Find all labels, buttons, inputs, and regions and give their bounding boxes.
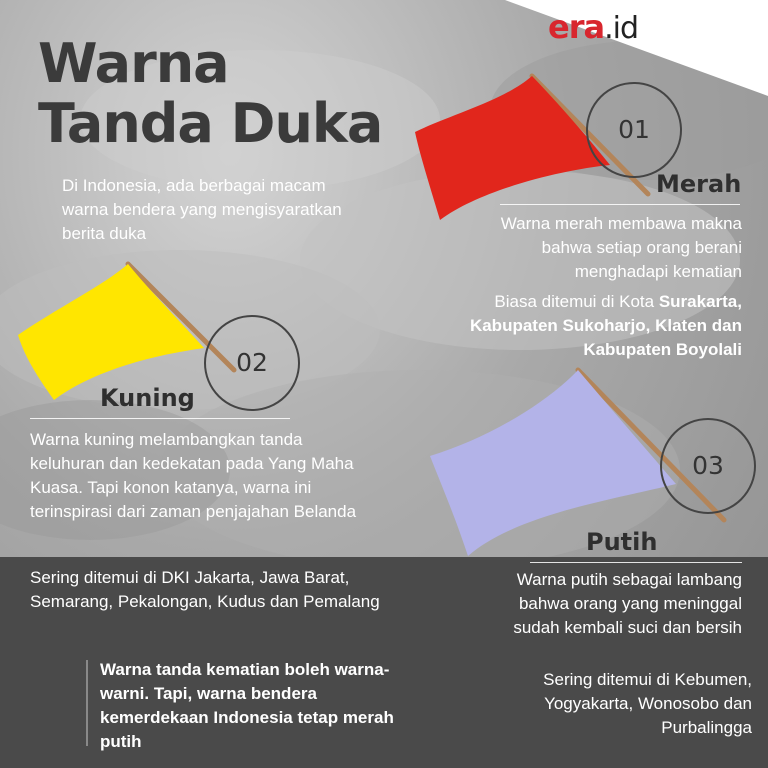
flag-name-putih: Putih xyxy=(586,528,658,556)
note-accent-line xyxy=(86,660,88,746)
location-merah-prefix: Biasa ditemui di Kota xyxy=(494,292,659,311)
intro-text: Di Indonesia, ada berbagai macam warna bendera yang mengisyaratkan berita duka xyxy=(62,176,342,243)
location-putih: Sering ditemui di Kebumen, Yogyakarta, Wonosobo dan Purbalingga xyxy=(543,670,752,737)
title-line-1: Warna xyxy=(38,32,229,95)
title-line-2: Tanda Duka xyxy=(38,92,383,155)
number-03: 03 xyxy=(692,451,724,480)
red-flag-cloth xyxy=(415,76,610,220)
flag-name-merah: Merah xyxy=(656,170,742,198)
location-merah-bold: Surakarta, Kabupaten Sukoharjo, Klaten dan Kabupaten Boyolali xyxy=(469,292,742,359)
description-kuning: Warna kuning melambangkan tanda keluhuran dan kedekatan pada Yang Maha Kuasa. Tapi konon katanya, warna ini terinspirasi dari zaman penjajahan Belanda xyxy=(30,430,357,521)
flag-name-kuning: Kuning xyxy=(100,384,195,412)
description-putih: Warna putih sebagai lambang bahwa orang yang meninggal sudah kembali suci dan bersih xyxy=(513,570,742,637)
number-02: 02 xyxy=(236,348,268,377)
page-title xyxy=(38,34,382,154)
number-01: 01 xyxy=(618,115,650,144)
divider-kuning xyxy=(30,418,290,419)
logo-suffix-text: .id xyxy=(604,11,638,46)
era-id-logo xyxy=(548,8,638,46)
divider-merah xyxy=(500,204,740,205)
description-merah: Warna merah membawa makna bahwa setiap orang berani menghadapi kematian xyxy=(500,214,742,281)
divider-putih xyxy=(530,562,742,563)
logo-main-text: era xyxy=(548,8,605,46)
location-kuning: Sering ditemui di DKI Jakarta, Jawa Barat, Semarang, Pekalongan, Kudus dan Pemalang xyxy=(30,568,380,611)
location-merah xyxy=(420,290,742,362)
yellow-flag-cloth xyxy=(18,264,204,400)
note-text: Warna tanda kematian boleh warna-warni. Tapi, warna bendera kemerdekaan Indonesia tetap merah putih xyxy=(100,660,394,751)
